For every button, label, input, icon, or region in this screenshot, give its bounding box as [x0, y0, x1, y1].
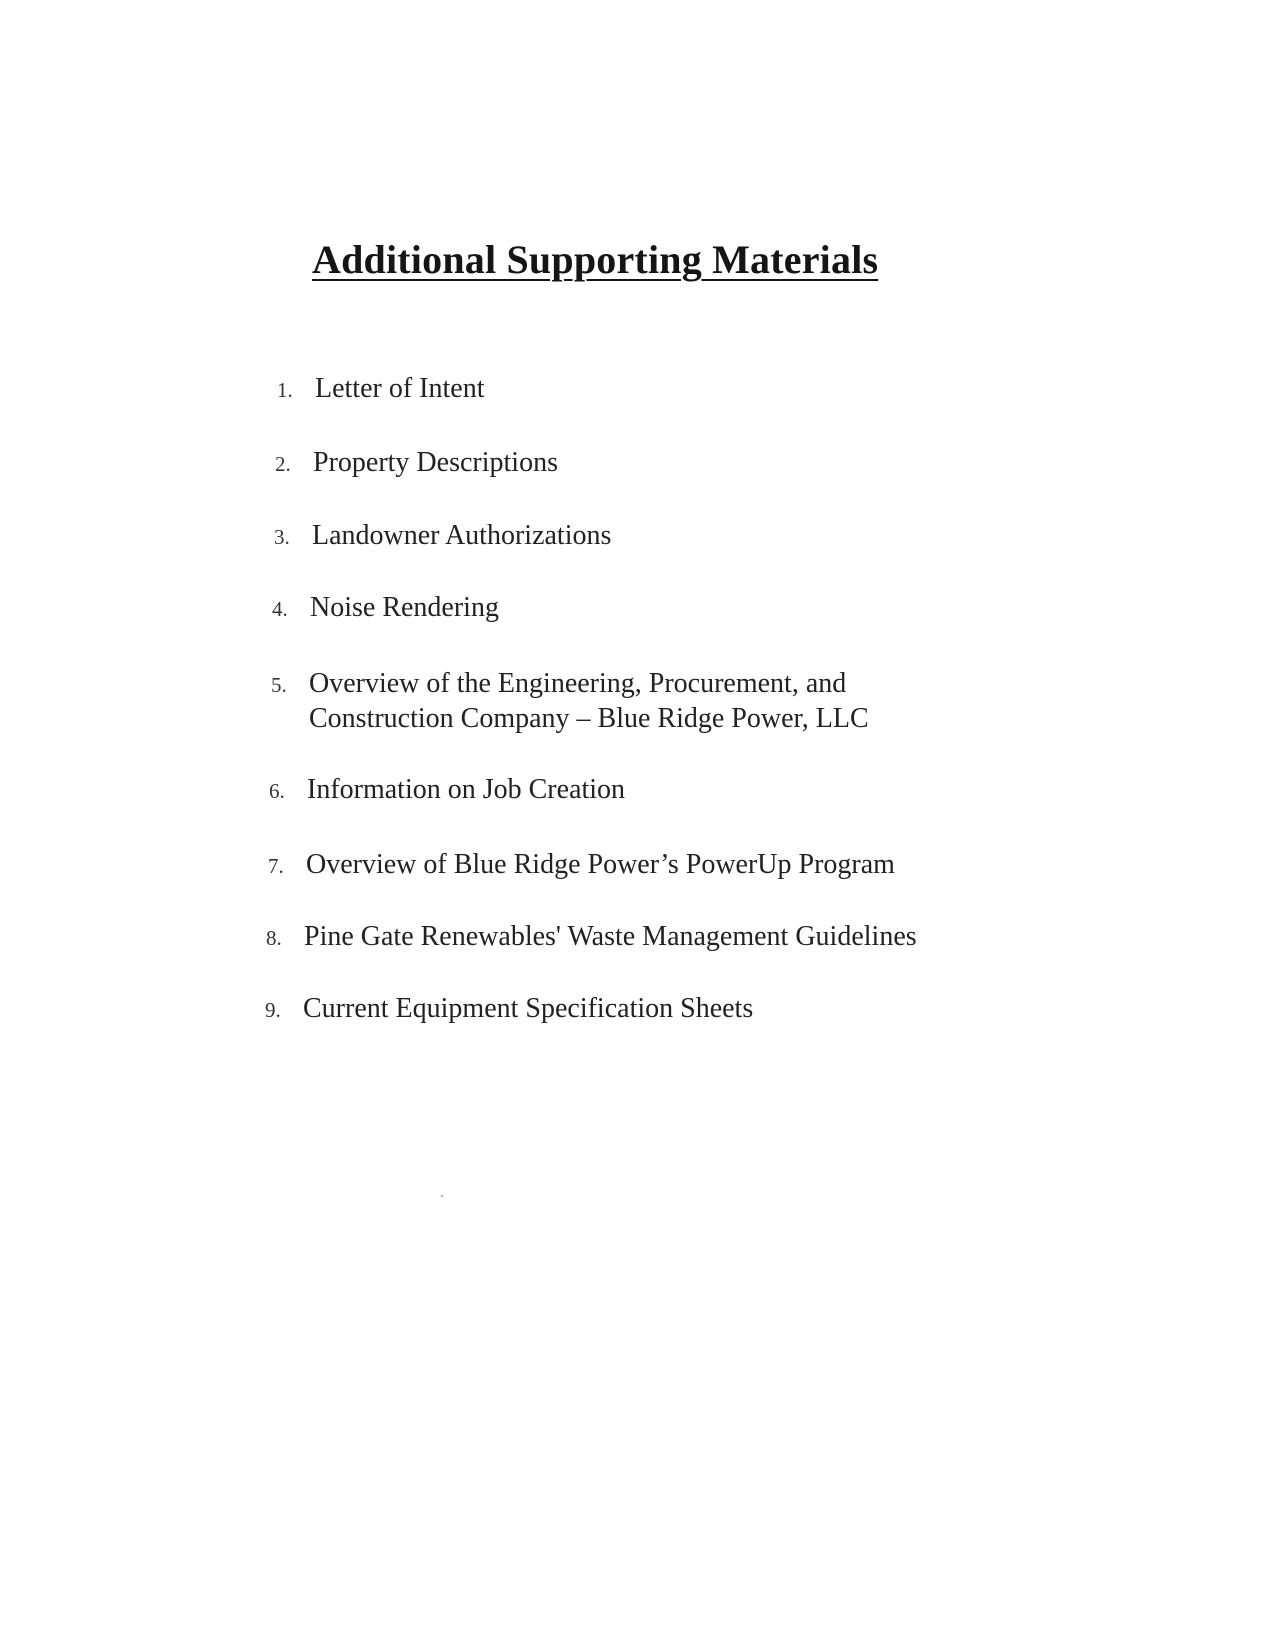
item-number: 6.	[269, 779, 285, 803]
list-item	[274, 519, 611, 554]
item-number: 8.	[266, 926, 282, 950]
list-item	[277, 372, 484, 407]
item-number: 3.	[274, 525, 290, 549]
scan-speck	[441, 1195, 443, 1197]
item-number: 2.	[275, 452, 291, 476]
item-text: Information on Job Creation	[307, 774, 626, 805]
list-item	[275, 446, 558, 481]
list-item	[268, 848, 895, 883]
item-text: Overview of the Engineering, Procurement, and	[309, 668, 847, 699]
item-number: 4.	[272, 597, 288, 621]
page-title: Additional Supporting Materials	[312, 237, 879, 282]
item-text: Overview of Blue Ridge Power’s PowerUp Program	[306, 849, 895, 880]
item-text: Pine Gate Renewables' Waste Management Guidelines	[304, 921, 917, 952]
list-item	[272, 591, 499, 626]
list-item	[269, 773, 625, 808]
item-number: 5.	[271, 673, 287, 697]
item-text: Letter of Intent	[315, 373, 485, 404]
list-item	[266, 920, 917, 955]
item-text: Noise Rendering	[310, 592, 499, 623]
item-text: Current Equipment Specification Sheets	[303, 993, 754, 1024]
item-text-continuation: Construction Company – Blue Ridge Power, LLC	[309, 703, 869, 734]
item-text: Landowner Authorizations	[312, 520, 612, 551]
list-item	[271, 667, 869, 736]
list-item	[265, 992, 753, 1027]
item-number: 1.	[277, 378, 293, 402]
item-number: 7.	[268, 854, 284, 878]
item-number: 9.	[265, 998, 281, 1022]
item-text: Property Descriptions	[313, 447, 558, 478]
